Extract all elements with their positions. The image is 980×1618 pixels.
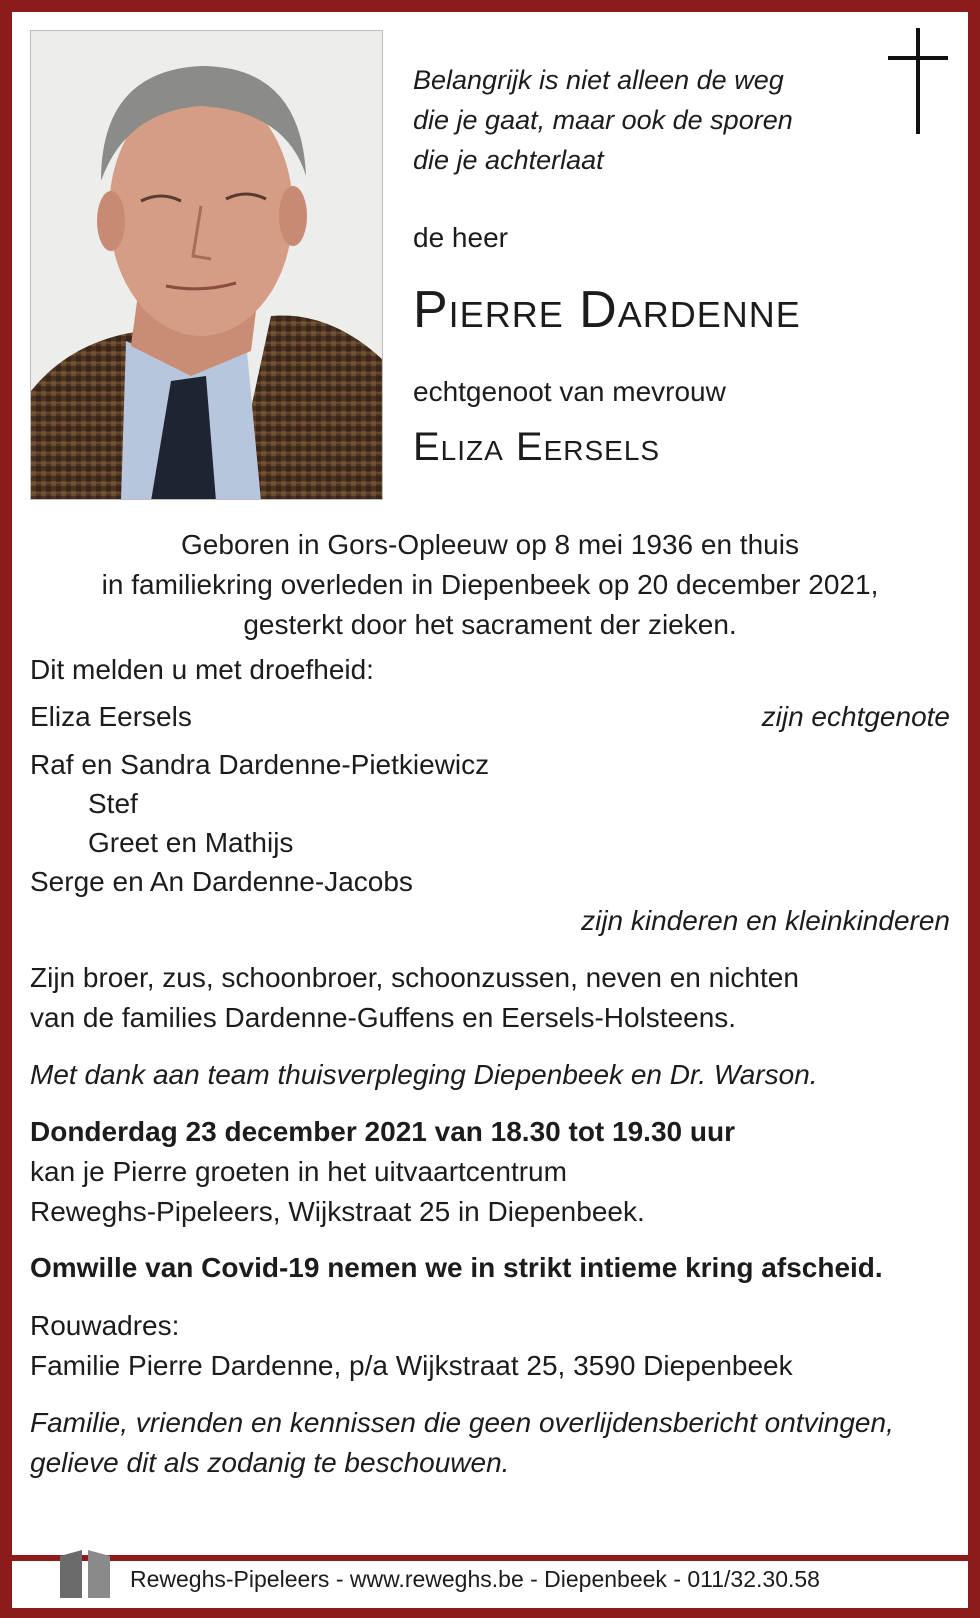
mourner-child-line: Raf en Sandra Dardenne-Pietkiewicz <box>30 749 490 780</box>
thanks-line: Met dank aan team thuisverpleging Diepenbeek en Dr. Warson. <box>30 1059 818 1090</box>
deceased-name: Pierre Dardenne <box>413 281 801 339</box>
mourning-address: Rouwadres: Familie Pierre Dardenne, p/a Wijkstraat 25, 3590 Diepenbeek <box>30 1310 793 1381</box>
mourner-spouse-name: Eliza Eersels <box>30 701 192 732</box>
mourner-grandchild-line: Stef <box>88 788 138 819</box>
cross-icon <box>888 28 948 134</box>
portrait-photo <box>30 30 383 500</box>
announce-intro: Dit melden u met droefheid: <box>30 654 374 685</box>
mourner-grandchild-line: Greet en Mathijs <box>88 827 294 858</box>
footer-rule <box>12 1555 968 1561</box>
quote-line: die je achterlaat <box>413 145 604 175</box>
visitation-date: Donderdag 23 december 2021 van 18.30 tot 19.30 uur <box>30 1116 735 1147</box>
mourner-children-relation: zijn kinderen en kleinkinderen <box>581 905 950 936</box>
mourner-child-line: Serge en An Dardenne-Jacobs <box>30 866 413 897</box>
quote-line: Belangrijk is niet alleen de weg <box>413 65 784 95</box>
covid-notice: Omwille van Covid-19 nemen we in strikt intieme kring afscheid. <box>30 1252 883 1283</box>
quote-line: die je gaat, maar ook de sporen <box>413 105 793 135</box>
footer-contact: Reweghs-Pipeleers - www.reweghs.be - Diepenbeek - 011/32.30.58 <box>130 1566 820 1592</box>
spouse-label: echtgenoot van mevrouw <box>413 376 726 407</box>
family-paragraph: Zijn broer, zus, schoonbroer, schoonzussen, neven en nichten van de families Dardenne-Guffens en Eersels-Holsteens. <box>30 962 799 1033</box>
memorial-quote <box>413 60 873 180</box>
closing-note: Familie, vrienden en kennissen die geen overlijdensbericht ontvingen, gelieve dit als zodanig te beschouwen. <box>30 1407 894 1478</box>
mourner-spouse-relation: zijn echtgenote <box>761 701 950 732</box>
salutation: de heer <box>413 222 508 253</box>
spouse-name: Eliza Eersels <box>413 425 661 469</box>
birth-death-text: Geboren in Gors-Opleeuw op 8 mei 1936 en thuis in familiekring overleden in Diepenbeek op 20 december 2021, gesterkt door het sacrament der zieken. <box>101 529 879 640</box>
funeral-home-logo <box>58 1548 114 1600</box>
visitation-block: Donderdag 23 december 2021 van 18.30 tot 19.30 uur kan je Pierre groeten in het uitvaartcentrum Reweghs-Pipeleers, Wijkstraat 25 in Diepenbeek. <box>30 1112 735 1232</box>
